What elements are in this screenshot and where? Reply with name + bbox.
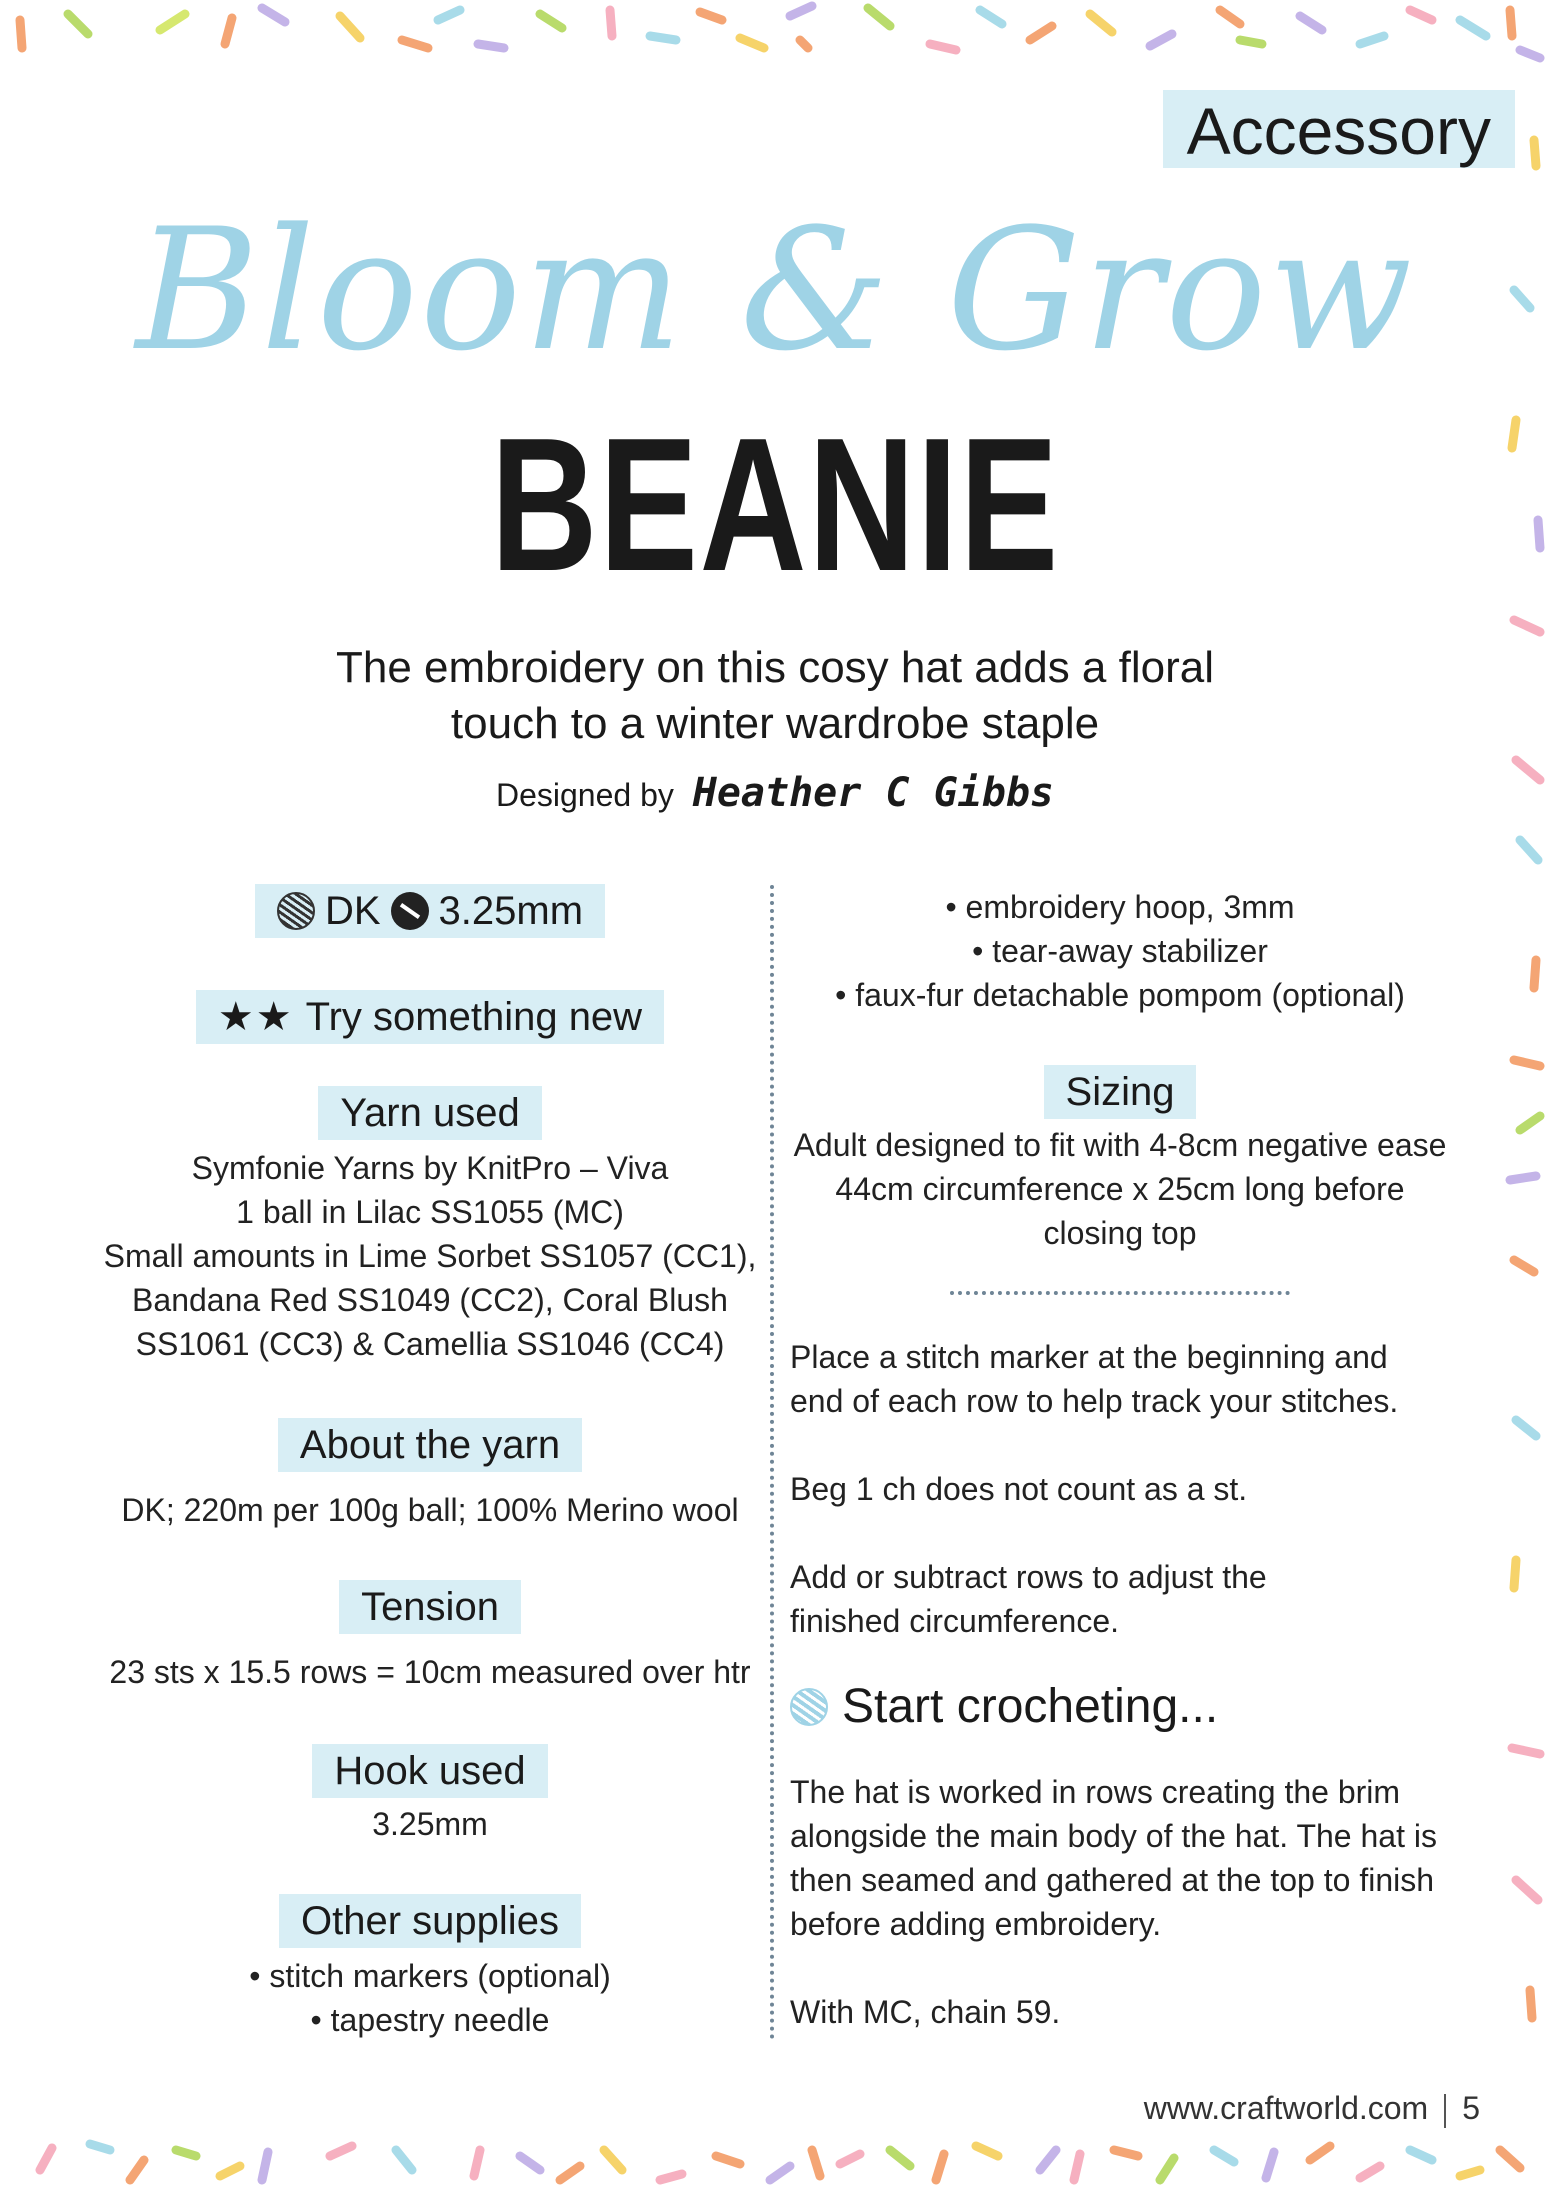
note-line: Add or subtract rows to adjust the [790, 1559, 1267, 1595]
note-line: Place a stitch marker at the beginning and [790, 1339, 1388, 1375]
category-tab: Accessory [1163, 90, 1515, 168]
hook-used-heading: Hook used [312, 1744, 547, 1798]
yarn-used-line: SS1061 (CC3) & Camellia SS1046 (CC4) [135, 1326, 725, 1362]
column-divider [770, 885, 774, 2040]
note-line: end of each row to help track your stitches. [790, 1383, 1399, 1419]
instruction-line: before adding embroidery. [790, 1906, 1162, 1942]
difficulty-label: Try something new [305, 995, 643, 1039]
instruction-line: With MC, chain 59. [790, 1994, 1061, 2030]
tension-text: 23 sts x 15.5 rows = 10cm measured over htr [109, 1654, 751, 1690]
title-script: Bloom & Grow [135, 192, 1415, 388]
designer-signature: Heather C Gibbs [692, 770, 1054, 816]
page-footer [1144, 2090, 1480, 2128]
sizing-line: 44cm circumference x 25cm long before [835, 1171, 1405, 1207]
yarn-ball-icon [277, 892, 315, 930]
supply-item: • tear-away stabilizer [972, 933, 1268, 969]
subtitle-line: touch to a winter wardrobe staple [450, 699, 1100, 748]
supply-item: • stitch markers (optional) [249, 1958, 611, 1994]
instruction-line: alongside the main body of the hat. The hat is [790, 1818, 1437, 1854]
supply-item: • embroidery hoop, 3mm [945, 889, 1295, 925]
pattern-info-column [100, 880, 760, 2042]
yarn-used-line: Symfonie Yarns by KnitPro – Viva [191, 1150, 669, 1186]
instruction-line: The hat is worked in rows creating the brim [790, 1774, 1401, 1810]
website-link[interactable]: www.craftworld.com [1143, 2090, 1429, 2126]
subtitle [0, 640, 1550, 752]
crochet-hook-icon [391, 892, 429, 930]
yarn-weight: DK [324, 889, 381, 933]
subtitle-line: The embroidery on this cosy hat adds a floral [335, 643, 1214, 692]
title-main: BEANIE [490, 399, 1060, 611]
supply-item: • tapestry needle [310, 2002, 550, 2038]
instruction-line: then seamed and gathered at the top to finish [790, 1862, 1435, 1898]
note-line: finished circumference. [790, 1603, 1120, 1639]
note-line: Beg 1 ch does not count as a st. [790, 1471, 1248, 1507]
pattern-instructions-column [790, 885, 1450, 2034]
difficulty-stars-icon: ★★ [217, 995, 294, 1039]
start-crocheting-heading [790, 1679, 1450, 1734]
sizing-heading: Sizing [1044, 1065, 1197, 1119]
other-supplies-heading: Other supplies [279, 1894, 581, 1948]
sizing-line: Adult designed to fit with 4-8cm negative ease [793, 1127, 1447, 1163]
about-yarn-text: DK; 220m per 100g ball; 100% Merino wool [121, 1492, 739, 1528]
sizing-line: closing top [1043, 1215, 1197, 1251]
page-number: 5 [1462, 2090, 1480, 2126]
about-yarn-heading: About the yarn [278, 1418, 582, 1472]
start-heading-text: Start crocheting... [842, 1680, 1219, 1733]
hook-size: 3.25mm [438, 889, 584, 933]
designer-label: Designed by [495, 777, 674, 813]
yarn-used-line: Bandana Red SS1049 (CC2), Coral Blush [132, 1282, 728, 1318]
yarn-ball-icon [790, 1688, 828, 1726]
yarn-used-line: 1 ball in Lilac SS1055 (MC) [236, 1194, 624, 1230]
yarn-used-line: Small amounts in Lime Sorbet SS1057 (CC1), [103, 1238, 757, 1274]
spec-badge [255, 884, 605, 938]
difficulty-badge [196, 990, 664, 1044]
tension-heading: Tension [339, 1580, 521, 1634]
footer-separator [1444, 2094, 1446, 2128]
yarn-used-heading: Yarn used [318, 1086, 541, 1140]
supply-item: • faux-fur detachable pompom (optional) [835, 977, 1405, 1013]
hook-used-text: 3.25mm [372, 1806, 488, 1842]
designer-credit [0, 770, 1550, 816]
